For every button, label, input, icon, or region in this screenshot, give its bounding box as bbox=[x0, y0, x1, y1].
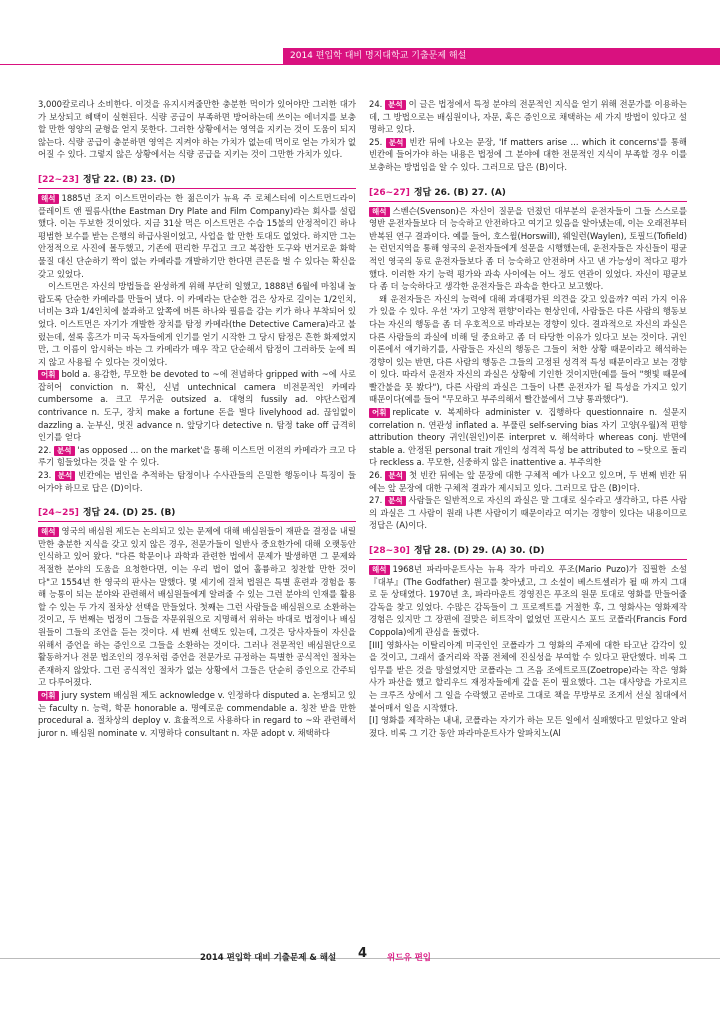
section-number: [28~30] bbox=[369, 546, 410, 556]
section-number: [24~25] bbox=[38, 508, 79, 519]
section-rule bbox=[38, 521, 356, 522]
left-column bbox=[38, 98, 356, 739]
section-28-30 bbox=[369, 545, 687, 739]
footer-brand: 위드유 편입 bbox=[387, 953, 432, 963]
translation-text: 영국의 배심원 제도는 논의되고 있는 문제에 대해 배심원들이 재판을 결정을 내릴만한 충분한 지식을 갖고 있지 않은 경우, 전문가들이 일반사 중요한가에 대해 오랫동안 인식하고 있어 왔다. "다른 학문이나 과학과 관련한 법에서 문제가 발생하면 그 문제와 적절한 분야의 도움을 요청한다면, 이는 우리 법이 없어 훌륭하고 칭찬할 만한 것이다"고 1554년 한 영국의 판사는 말했다. 몇 세기에 걸쳐 법원은 특별 훈련과 경험을 통해 능통이 되는 분야와 관련해서 배심원들에게 알려줄 수 있는 그런 분야의 인재를 활용할 수 있는 두 가지 절차상 선택을 만들었다. 첫째는 그런 사람들을 배심원으로 소환하는 것이고, 두 번째는 법정이 그들을 자문위원으로 지명해서 위하는 바대로 법정이나 배심원들이 그들의 조언을 듣는 것이다. 세 번째 선택도 있는데, 그것은 당사자들이 자신을 위해서 증언을 하는 증인으로 그들을 소환하는 것이다. 그러나 전문적인 배심원단으로 활동하거나 전문 법조인의 경우처럼 증언을 전문가로 규정하는 특별한 공식적인 절차는 존재하지 않았다. 그런 공식적인 절차가 없는 상황에서 그들은 단순히 증인으로 간주되고 다루어졌다. bbox=[38, 526, 356, 688]
translation-text: 스벤슨(Svenson)은 자신이 질문을 던졌던 대부분의 운전자들이 그들 스스로를 영반 운전자들보다 더 능숙하고 안전하다고 여기고 있음을 알아냈는데, 이는 오래전부터 반복된 연구 결과이다. 예를 들어, 호스윌(Horswill), 웨일런(Waylen), 토필드(Tofield)는 런던지역을 통해 영국의 운전자들에게 설문을 시행했는데, 운전자들은 자신들이 평균적인 영국의 동료 운전자들보다 좀 더 능숙하고 안전하며 사고 낸 가능성이 적다고 평가했다. 이러한 자기 능력 평가와 과속 사이에는 어느 정도 연관이 있었다. 자신이 평균보다 좀 더 능숙하다고 생각한 운전자들은 과속을 한다고 보고했다. bbox=[369, 205, 687, 292]
vocab-tag: 어휘 bbox=[369, 408, 390, 418]
section-22-23 bbox=[38, 174, 356, 494]
translation-text: [III] 영화사는 이탈리아계 미국인인 코폴라가 그 영화의 주제에 대한 타고난 감각이 있을 것이고, 그래서 줄거리와 작품 전체에 진실성을 부여할 수 있다고 판단했다. 비록 그 임무를 받은 것을 망설였지만 코폴라는 그 즈음 조에트로프(Zoetrope)라는 작은 영화사가 파산을 했고 할리우드 재정자들에게 갚을 돈이 필요했다. 그는 대사양을 가로지르는 크루즈 상에서 그 일을 수락했고 곧바로 그대로 책을 무방부로 조게서 선실 침대에서 붙어매서 일을 시작했다. bbox=[369, 639, 687, 713]
vocab-tag: 어휘 bbox=[38, 691, 59, 701]
vocab-text: bold a. 용감한, 무모한 be devoted to ~에 전념하다 gripped with ~에 사로잡히어 conviction n. 확신, 신념 untechnical camera 비전문적인 카메라 cumbersome a. 크고 무거운 outsized a. 대형의 fussily ad. 야단스럽게 contrivance n. 도구, 장치 make a fortune 돈을 벌다 livelyhood ad. 끊임없이 dazzling a. 눈부신, 멋진 advance n. 앞당기다 detective n. 탐정 take off 급격히 인기를 얻다 bbox=[38, 369, 356, 443]
intro-paragraph: 3,000칼로리나 소비한다. 이것을 유지시켜줄만한 충분한 먹이가 있어야만 그러한 대가가 보상되고 혜택이 실현된다. 식량 공급이 부족하면 방어하는데 쓰이는 에너지를 보충할 만한 영양의 균형을 얻지 못한다. 그러한 상황에서는 영역을 지키는 것이 도움이 되지 않는다. 식량 공급이 충분하면 영역은 지켜야 하는 가치가 없는데 먹이로 얻는 가치가 없어질 수 있다. 그렇지 않은 상황에서는 식량 공급을 지키는 것이 그만한 가치가 있다. bbox=[38, 99, 356, 160]
question-number: 22. bbox=[38, 444, 52, 455]
analysis-text: 빈칸 뒤에 나오는 문장, 'If matters arise ... which it concerns'를 통해 빈칸에 들어가야 하는 내용은 법정에 그 분야에 대한 전문적인 지식이 부족할 경우 이를 보충하는 방법임을 알 수 있다. 그러므로 답은 (B)이다. bbox=[369, 136, 687, 172]
question-number: 23. bbox=[38, 470, 52, 481]
section-number: [22~23] bbox=[38, 174, 79, 185]
analysis-text: 사람들은 일반적으로 자신의 과실은 말 그대로 실수라고 생각하고, 다른 사람의 과실은 그 사람이 원래 나쁜 사람이기 때문이라고 여기는 경향이 있다는 내용이므로 정답은 (A)이다. bbox=[369, 495, 687, 531]
header-divider bbox=[0, 64, 720, 65]
translation-text: 1885년 조지 이스트먼이라는 한 젊은이가 뉴욕 주 로체스터에 이스트먼드라이 플레이트 앤 필름사(the Eastman Dry Plate and Film Company)라는 회사를 설립했다. 이는 두보한 것이었다. 지금 31살 먹은 이스트먼은 수습 15불의 안정적이긴 하나 평범한 보수를 받는 은행의 하급사원이었고, 사업을 할 만한 토대도 없었다. 하지만 그는 안정적으로 사진에 몰두했고, 기존에 편리한 무겁고 크고 복잡한 도구와 번거로운 화학 물질 대신 단순하기 짝이 없는 카메라를 개발하기만 한다면 큰돈을 벌 수 있다는 확신을 갖고 있었다. bbox=[38, 192, 356, 279]
translation-tag: 해석 bbox=[369, 565, 390, 575]
answer-key: 정답 24. (D) 25. (B) bbox=[82, 508, 176, 519]
question-number: 25. bbox=[369, 136, 383, 147]
analysis-tag: 분석 bbox=[385, 496, 406, 506]
answer-key: 정답 28. (D) 29. (A) 30. (D) bbox=[413, 546, 545, 556]
analysis-text: 첫 빈칸 뒤에는 앞 문장에 대한 구체적 예가 나오고 있으며, 두 번째 빈칸 뒤에는 앞 문장에 대한 구체적 결과가 제시되고 있다. 그러므로 답은 (B)이다. bbox=[369, 470, 687, 493]
analysis-tag: 분석 bbox=[385, 100, 406, 110]
answer-key: 정답 22. (B) 23. (D) bbox=[82, 174, 176, 185]
translation-text: 1968년 파라마운트사는 뉴욕 작가 마리오 푸조(Mario Puzo)가 집필한 소설 『대부』(The Godfather) 원고를 찾아냈고, 그 소설이 베스트셀러가 될 때 까지 그대로 둔 상태였다. 1970년 초, 파라마운트 경영진은 푸조의 원문 토대로 영화를 만들어줄 감독을 찾고 있었다. 수많은 감독들이 그 프로젝트를 거절한 후, 그 영화사는 영화제작 경험은 있지만 그 장편에 걸맞은 히트작이 없었던 프란시스 포드 코폴라(Francis Ford Coppola)에게 관심을 돌렸다. bbox=[369, 564, 687, 637]
translation-text: [I] 영화를 제작하는 내내, 코폴라는 자기가 하는 모든 일에서 실패했다고 믿었다고 알려졌다. 비록 그 기간 동안 파라마운트사가 알파치노(Al bbox=[369, 715, 687, 738]
question-number: 24. bbox=[369, 99, 383, 109]
section-rule bbox=[38, 188, 356, 189]
translation-text: 이스트먼은 자신의 방법들을 완성하게 위해 부단히 일했고, 1888년 6월에 마침내 놀랍도록 단순한 카메라를 만들어 냈다. 이 카메라는 단순한 검은 상자로 길이는 1/2인치, 너비는 3과 1/4인치에 불과하고 앞쪽에 버튼 하나와 필름을 감는 키가 하나 부착되어 있었다. 이스트먼은 자기가 개발한 장치를 탐정 카메라(the Detective Camera)라고 불렀는데, 셜록 홈즈가 미국 독자들에게 인기를 얻기 시작한 그 당시 탐정은 흔한 화제였지만, 그 이름이 암시하는 바는 그 카메라가 매우 작고 단순해서 탐정이 그러하듯 눈에 띄지 않고 사용될 수 있다는 것이었다. bbox=[38, 281, 356, 367]
vocab-text: jury system 배심원 제도 acknowledge v. 인정하다 disputed a. 논쟁되고 있는 faculty n. 능력, 학문 honorable a. 명예로운 commendable a. 칭찬 받을 만한 procedural a. 절차상의 deploy v. 효율적으로 사용하다 in regard to ~와 관련해서 juror n. 배심원 nominate v. 지명하다 consultant n. 자문 adopt v. 채택하다 bbox=[38, 689, 356, 738]
right-column bbox=[369, 98, 687, 739]
analysis-tag: 분석 bbox=[54, 446, 75, 456]
section-rule bbox=[369, 201, 687, 202]
section-26-27 bbox=[369, 187, 687, 532]
section-number: [26~27] bbox=[369, 187, 410, 198]
header-title: 2014 편입학 대비 명지대학교 기출문제 해설 bbox=[290, 51, 467, 61]
footer-title: 2014 편입학 대비 기출문제 & 해설 bbox=[200, 953, 337, 963]
analysis-tag: 분석 bbox=[385, 471, 406, 481]
answer-key: 정답 26. (B) 27. (A) bbox=[413, 187, 506, 198]
analysis-tag: 분석 bbox=[386, 138, 407, 148]
section-rule bbox=[369, 559, 687, 560]
translation-tag: 해석 bbox=[369, 207, 390, 217]
analysis-tag: 분석 bbox=[55, 471, 76, 481]
question-number: 26. bbox=[369, 470, 383, 481]
translation-text: 왜 운전자들은 자신의 능력에 대해 과대평가된 의견을 갖고 있을까? 여러 가지 이유가 있을 수 있다. 우선 '자기 고양적 편향'이라는 현상인데, 사람들은 다른 사람의 행동보다는 자신의 행동을 좀 더 우호적으로 바라보는 경향이 있다. 결과적으로 자신의 과실은 다른 사람들의 과실에 비해 덜 중요하고 좀 더 타당한 이유가 있다고 보는 것이다. 귀인 이론에서 얘기하기를, 사람들은 자신의 행동은 그들이 처한 상황 때문이라고 해석하는 경향이 있는 반면, 다른 사람의 행동은 그들의 고정된 성격적 특성 때문이라고 보는 경향이 있다. 따라서 운전자 자신의 과실은 상황에 기인한 것이지만(예를 들어 "햇빛 때문에 빨간불을 못 봤다"), 다른 사람의 과실은 그들이 나쁜 운전자가 될 특성을 가지고 있기 때문이다(예를 들어 "무모하고 부주의해서 빨간불에서 그냥 통과했다"). bbox=[369, 293, 687, 405]
translation-tag: 해석 bbox=[38, 527, 59, 537]
question-number: 27. bbox=[369, 495, 383, 506]
page-number: 4 bbox=[358, 946, 368, 961]
section-24-25 bbox=[38, 507, 356, 739]
vocab-text: replicate v. 복제하다 administer v. 집행하다 questionnaire n. 설문지 correlation n. 연관성 inflated a. 부풀린 self-serving bias 자기 고양(우월)적 편향 attribution theory 귀인(원인)이론 interpret v. 해석하다 whereas conj. 반면에 stable a. 안정된 personal trait 개인의 성격적 특성 be attributed to ~탓으로 돌리다 reckless a. 무모한, 신중하지 않은 inattentive a. 부주의한 bbox=[369, 407, 687, 468]
translation-tag: 해석 bbox=[38, 194, 59, 204]
analysis-text: 빈칸에는 범인을 추적하는 탐정이나 수사관들의 은밀한 행동이나 특징이 들어가야 하므로 답은 (D)이다. bbox=[38, 470, 356, 493]
analysis-text: 'as opposed ... on the market'을 통해 이스트먼 이전의 카메라가 크고 다루기 힘들었다는 것을 알 수 있다. bbox=[38, 444, 357, 468]
vocab-tag: 어휘 bbox=[38, 370, 59, 380]
analysis-text: 이 글은 법정에서 특정 분야의 전문적인 지식을 얻기 위해 전문가를 이용하는 데, 그 방법으로는 배심원이나, 자문, 혹은 증인으로 채택하는 세 가지 방법이 있다고 설명하고 있다. bbox=[369, 99, 687, 135]
